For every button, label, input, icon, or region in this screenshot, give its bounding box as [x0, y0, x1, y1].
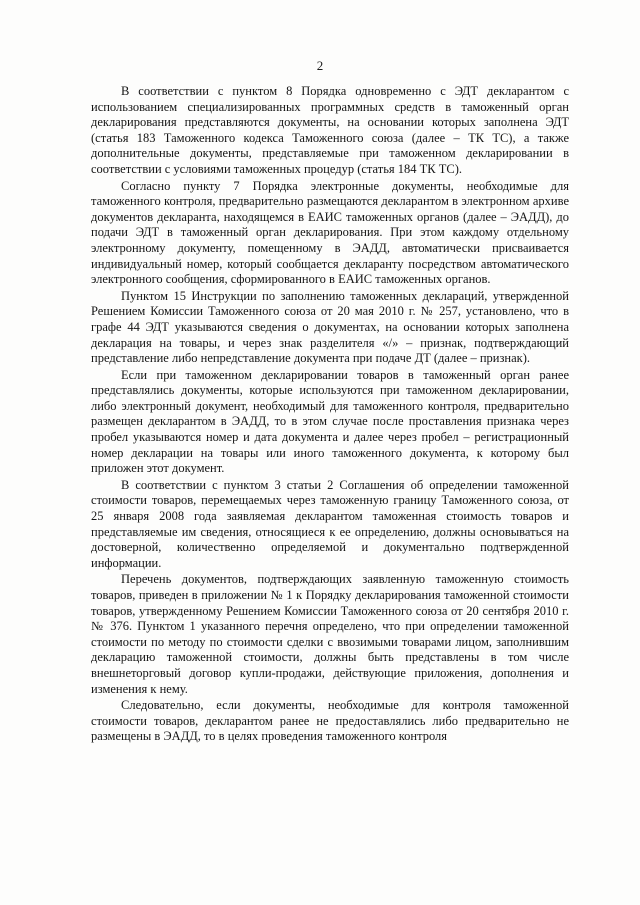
- paragraph-3: Пунктом 15 Инструкции по заполнению таможенных деклараций, утвержденной Решением Комиссии Таможенного союза от 20 мая 2010 г. № 257, установлено, что в графе 44 ЭДТ указываются сведения о документах, на основании которых заполнена декларация на товары, и через знак разделителя «/» – признак, подтверждающий представление либо непредставление документа при подаче ДТ (далее – признак).: [91, 288, 569, 366]
- paragraph-5: В соответствии с пунктом 3 статьи 2 Соглашения об определении таможенной стоимости товаров, перемещаемых через таможенную границу Таможенного союза, от 25 января 2008 года заявляемая декларантом таможенная стоимость товаров и представляемые им сведения, относящиеся к ее определению, должны основываться на достоверной, количественно определяемой и документально подтвержденной информации.: [91, 477, 569, 570]
- document-body: [91, 84, 569, 746]
- page-number: 2: [316, 58, 324, 73]
- paragraph-7: Следовательно, если документы, необходимые для контроля таможенной стоимости товаров, декларантом ранее не предоставлялись либо предварительно не размещены в ЭАДД, то в целях проведения таможенного контроля: [91, 698, 569, 744]
- paragraph-4: Если при таможенном декларировании товаров в таможенный орган ранее представлялись документы, которые используются при таможенном декларировании, либо электронный документ, необходимый для таможенного контроля, предварительно размещен декларантом в ЭАДД, то в этом случае после проставления признака через пробел указываются номер и дата документа и далее через пробел – регистрационный номер декларации на товары или иного таможенного документа, к которому был приложен этот документ.: [91, 367, 569, 476]
- paragraph-6: Перечень документов, подтверждающих заявленную таможенную стоимость товаров, приведен в приложении № 1 к Порядку декларирования таможенной стоимости товаров, утвержденному Решением Комиссии Таможенного союза от 20 сентября 2010 г. № 376. Пунктом 1 указанного перечня определено, что при определении таможенной стоимости по методу по стоимости сделки с ввозимыми товарами лицом, заполнившим декларацию таможенной стоимости, должны быть представлены в том числе внешнеторговый договор купли-продажи, действующие приложения, дополнения и изменения к нему.: [91, 572, 569, 696]
- paragraph-1: В соответствии с пунктом 8 Порядка одновременно с ЭДТ декларантом с использованием специализированных программных средств в таможенный орган декларирования представляются документы, на основании которых заполнена ЭДТ (статья 183 Таможенного кодекса Таможенного союза (далее – ТК ТС), а также дополнительные документы, представляемые при таможенном декларировании в соответствии с условиями таможенных процедур (статья 184 ТК ТС).: [91, 84, 569, 176]
- paragraph-2: Согласно пункту 7 Порядка электронные документы, необходимые для таможенного контроля, предварительно размещаются декларантом в электронном архиве документов декларанта, находящемся в ЕАИС таможенных органов (далее – ЭАДД), до подачи ЭДТ в таможенный орган декларирования. При этом каждому отдельному электронному документу, помещенному в ЭАДД, автоматически присваивается индивидуальный номер, который сообщается декларанту посредством автоматического электронного сообщения, сформированного в ЕАИС таможенных органов.: [91, 178, 569, 287]
